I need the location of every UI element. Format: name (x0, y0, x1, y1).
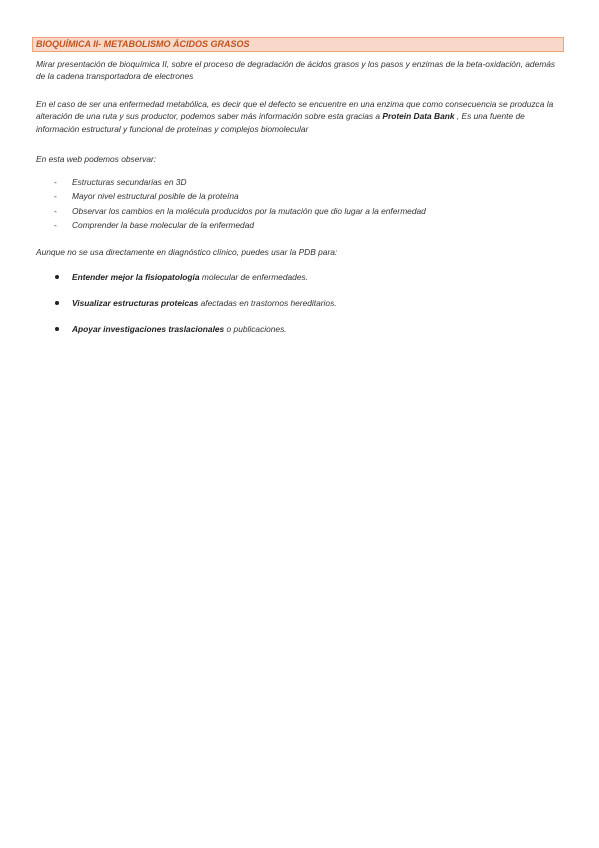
intro-paragraph: Mirar presentación de bioquímica II, sobre el proceso de degradación de ácidos grasos y los pasos y enzimas de la beta-oxidación, además de la cadena transportadora de electrones (36, 59, 556, 82)
dash-marker: - (54, 177, 57, 187)
list-item (36, 189, 561, 203)
list-item-rest: molecular de enfermedades. (199, 272, 308, 282)
document-title: BIOQUÍMICA II- METABOLISMO ÁCIDOS GRASOS (36, 39, 250, 49)
list-item-text: Estructuras secundarias en 3D (72, 177, 187, 187)
dash-marker: - (54, 191, 57, 202)
list-item-text: Mayor nivel estructural posible de la proteína (72, 191, 239, 202)
list-item (36, 271, 561, 297)
list-item-text: Comprender la base molecular de la enfermedad (72, 220, 255, 231)
bullet-icon (55, 275, 59, 279)
list-item-rest: o publicaciones. (224, 324, 287, 334)
bullet-icon (55, 301, 59, 305)
pdb-paragraph (36, 98, 561, 135)
list-item-bold: Entender mejor la fisiopatología (72, 272, 200, 282)
list-item-text (72, 271, 308, 283)
list-item (36, 175, 561, 189)
observation-list (36, 175, 561, 233)
pdb-usage-list (36, 271, 561, 349)
list-item (36, 218, 561, 232)
document-title-box (32, 37, 564, 52)
list-item-text (72, 297, 337, 309)
protein-data-bank-term: Protein Data Bank (382, 111, 455, 122)
list-item-bold: Apoyar investigaciones traslacionales (72, 324, 225, 334)
pdb-paragraph-text-start: En el caso de ser una enfermedad metabólica, es decir que el defecto se encuentre en una enzima que como consecuencia se produzca la alteración de una ruta y sus productor, podemos saber más información sobre esta gracias a (36, 99, 554, 122)
list-item (36, 323, 561, 349)
web-observe-paragraph: En esta web podemos observar: (36, 154, 157, 164)
list-item (36, 204, 561, 218)
list-item-bold: Visualizar estructuras proteicas (72, 298, 199, 308)
pdb-paragraph-text-end: , Es una fuente de información estructural y funcional de proteínas y complejos biomolecular (36, 111, 525, 134)
list-item-text: Observar los cambios en la molécula producidos por la mutación que dio lugar a la enfermedad (72, 205, 426, 216)
pdb-usage-paragraph: Aunque no se usa directamente en diagnóstico clínico, puedes usar la PDB para: (36, 247, 338, 257)
list-item-text (72, 323, 287, 335)
dash-marker: - (54, 220, 57, 231)
dash-marker: - (54, 205, 57, 216)
bullet-icon (55, 327, 59, 331)
list-item-rest: afectadas en trastornos hereditarios. (198, 298, 337, 308)
list-item (36, 297, 561, 323)
